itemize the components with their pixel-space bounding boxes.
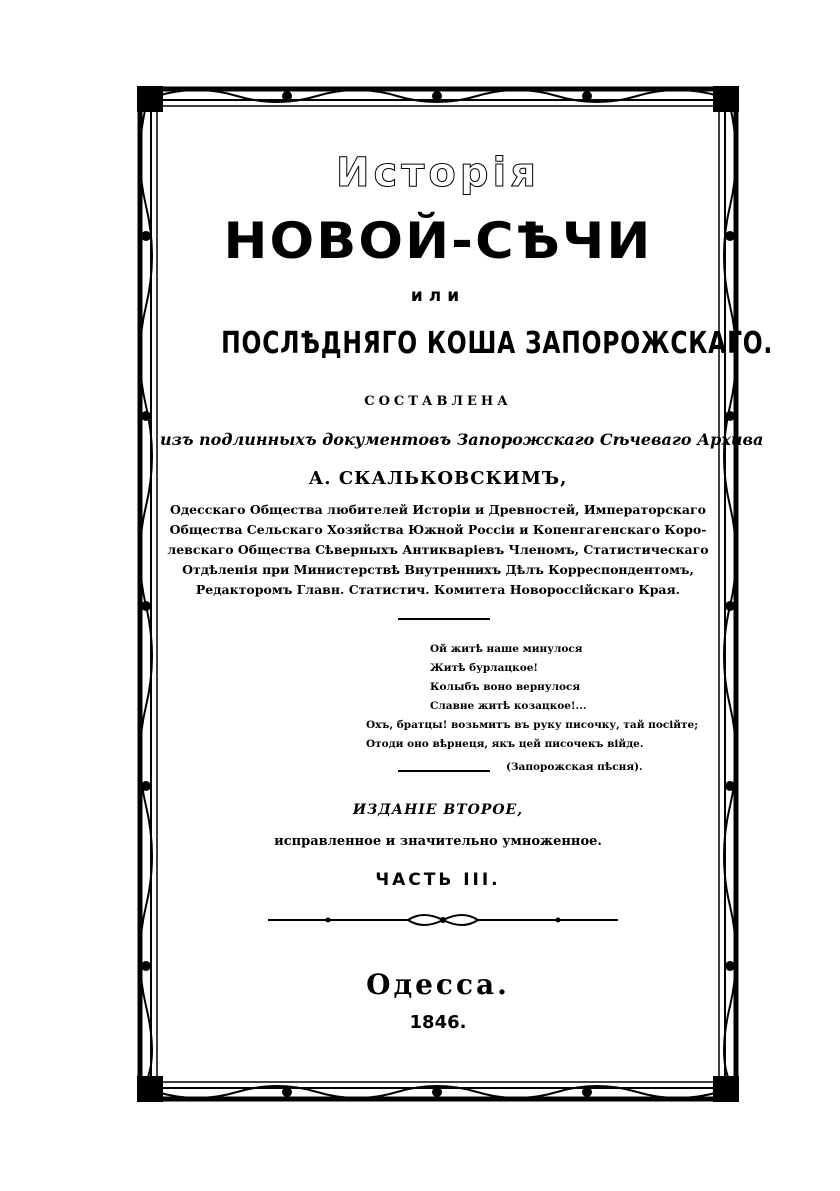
- author-desc-line: Отдѣленія при Министерствѣ Внутреннихъ Дѣлъ Корреспондентомъ,: [182, 562, 694, 577]
- divider-rule: [398, 770, 490, 772]
- epigraph-line: Житѣ бурлацкое!: [430, 662, 539, 674]
- title-subtitle: ПОСЛѢДНЯГО КОША ЗАПОРОЖСКАГО.: [221, 326, 774, 361]
- author-name: А. СКАЛЬКОВСКИМЪ,: [308, 468, 568, 489]
- epigraph-line: Охъ, братцы! возьмитъ въ руку писочку, тай посійте;: [366, 719, 699, 731]
- epigraph-line: Ой житѣ наше минулося: [430, 643, 583, 655]
- author-description: [160, 500, 716, 600]
- title-or: или: [410, 286, 466, 306]
- author-desc-line: Редакторомъ Главн. Статистич. Комитета Новороссійскаго Края.: [195, 582, 681, 597]
- part-number: ЧАСТЬ III.: [375, 870, 501, 890]
- title-top: Исторія: [336, 150, 540, 196]
- publication-city: Одесса.: [366, 968, 510, 1001]
- epigraph-line: Колыбъ воно вернулося: [430, 681, 581, 693]
- title-main: НОВОЙ-СѢЧИ: [223, 212, 653, 270]
- epigraph-line: Отоди оно вѣрнеця, якъ цей писочекъ війде.: [366, 738, 644, 750]
- epigraph-source: (Запорожская пѣсня).: [506, 761, 643, 773]
- edition-label: ИЗДАНІЕ ВТОРОЕ,: [352, 802, 524, 818]
- author-desc-line: левскаго Общества Сѣверныхъ Антикваріевъ Членомъ, Статистическаго: [167, 542, 709, 557]
- publication-year: 1846.: [409, 1012, 467, 1033]
- title-page: [160, 150, 774, 1080]
- epigraph-line: Славне житѣ козацкое!...: [430, 700, 587, 712]
- author-desc-line: Общества Сельскаго Хозяйства Южной Россіи и Копенгагенскаго Коро-: [169, 522, 707, 537]
- edition-note: исправленное и значительно умноженное.: [274, 834, 602, 849]
- divider-rule: [398, 618, 490, 620]
- ornamental-divider: [268, 910, 618, 930]
- compiled-label: СОСТАВЛЕНА: [364, 394, 512, 409]
- author-desc-line: Одесскаго Общества любителей Исторіи и Древностей, Императорскаго: [169, 502, 707, 517]
- sources-line: изъ подлинныхъ документовъ Запорожскаго Сѣчеваго Архива: [160, 430, 764, 449]
